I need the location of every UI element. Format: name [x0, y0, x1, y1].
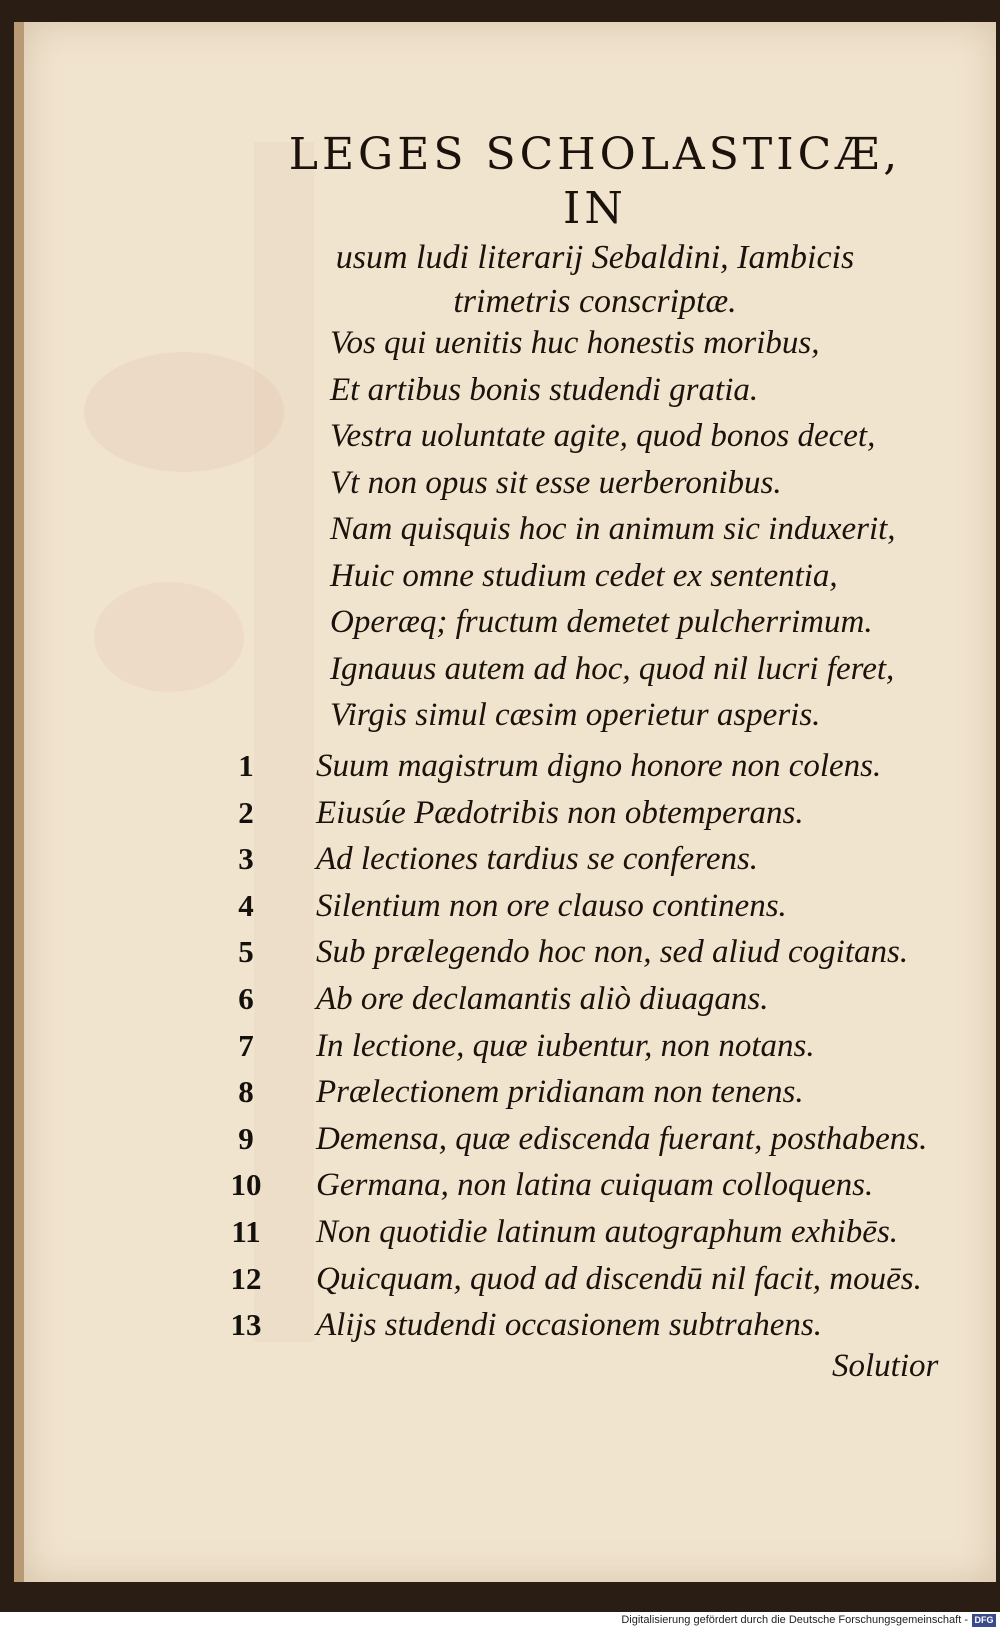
verse-line: Nam quisquis hoc in animum sic induxerit, — [330, 511, 896, 547]
title-line-2: usum ludi literarij Sebaldini, Iambicis — [335, 239, 855, 276]
list-item — [220, 841, 960, 888]
verse-line: Vestra uoluntate agite, quod bonos decet, — [330, 418, 876, 454]
rule-number: 2 — [238, 794, 254, 830]
rule-text: Non quotidie latinum autographum exhibēs. — [316, 1213, 899, 1250]
title-line-3: trimetris conscriptæ. — [453, 283, 737, 320]
footer-credit: Digitalisierung gefördert durch die Deutsche Forschungsgemeinschaft - — [621, 1614, 968, 1626]
rule-text: Demensa, quæ ediscenda fuerant, posthabens. — [316, 1120, 928, 1157]
dfg-logo-icon[interactable]: DFG — [972, 1614, 996, 1627]
verse-line: Huic omne studium cedet ex sententia, — [330, 557, 838, 594]
title-line-1: LEGES SCHOLASTICÆ, IN — [288, 129, 902, 234]
rule-number: 1 — [238, 748, 254, 783]
list-item — [220, 934, 960, 981]
verse-line: Et artibus bonis studendi gratia. — [330, 371, 759, 408]
rule-number: 9 — [238, 1120, 254, 1156]
rule-number: 12 — [230, 1260, 262, 1296]
rule-number: 10 — [230, 1167, 262, 1203]
rule-number: 8 — [238, 1074, 254, 1110]
verse-line: Virgis simul cæsim operietur asperis. — [330, 697, 821, 733]
list-item — [220, 1121, 960, 1168]
list-item — [220, 981, 960, 1028]
list-item — [220, 888, 960, 935]
list-item — [220, 1307, 960, 1354]
rule-text: Suum magistrum digno honore non colens. — [316, 748, 882, 784]
rule-number: 6 — [238, 980, 254, 1016]
rule-text: In lectione, quæ iubentur, non notans. — [316, 1027, 815, 1064]
digitization-footer — [0, 1612, 1000, 1631]
rule-text: Eiusúe Pædotribis non obtemperans. — [316, 794, 804, 831]
page-title — [285, 128, 905, 324]
catchword: Solutior — [832, 1348, 939, 1384]
rule-text: Silentium non ore clauso continens. — [316, 887, 787, 924]
rule-text: Sub prælegendo hoc non, sed aliud cogitans. — [316, 934, 909, 971]
rule-text: Prælectionem pridianam non tenens. — [316, 1074, 804, 1111]
rule-text: Ad lectiones tardius se conferens. — [316, 841, 759, 878]
verse-line: Operæq; fructum demetet pulcherrimum. — [330, 604, 873, 640]
rule-number: 13 — [230, 1307, 262, 1343]
rule-text: Alijs studendi occasionem subtrahens. — [316, 1307, 822, 1344]
rule-number: 11 — [231, 1213, 261, 1249]
list-item — [220, 1028, 960, 1075]
verse-line: Ignauus autem ad hoc, quod nil lucri feret, — [330, 650, 895, 687]
verse-line: Vt non opus sit esse uerberonibus. — [330, 464, 782, 501]
rule-number: 5 — [238, 934, 254, 970]
rule-number: 4 — [238, 887, 254, 923]
list-item — [220, 1261, 960, 1308]
verse-block — [330, 320, 950, 739]
ink-stain — [94, 582, 244, 692]
rule-text: Germana, non latina cuiquam colloquens. — [316, 1167, 874, 1204]
verse-line: Vos qui uenitis huc honestis moribus, — [330, 325, 820, 361]
list-item — [220, 1074, 960, 1121]
rule-number: 7 — [238, 1027, 254, 1063]
list-item — [220, 1167, 960, 1214]
numbered-rules-list — [220, 748, 960, 1354]
list-item — [220, 748, 960, 795]
list-item — [220, 795, 960, 842]
rule-text: Ab ore declamantis aliò diuagans. — [316, 980, 769, 1017]
rule-text: Quicquam, quod ad discendū nil facit, mouēs. — [316, 1260, 922, 1297]
rule-number: 3 — [238, 841, 254, 877]
list-item — [220, 1214, 960, 1261]
